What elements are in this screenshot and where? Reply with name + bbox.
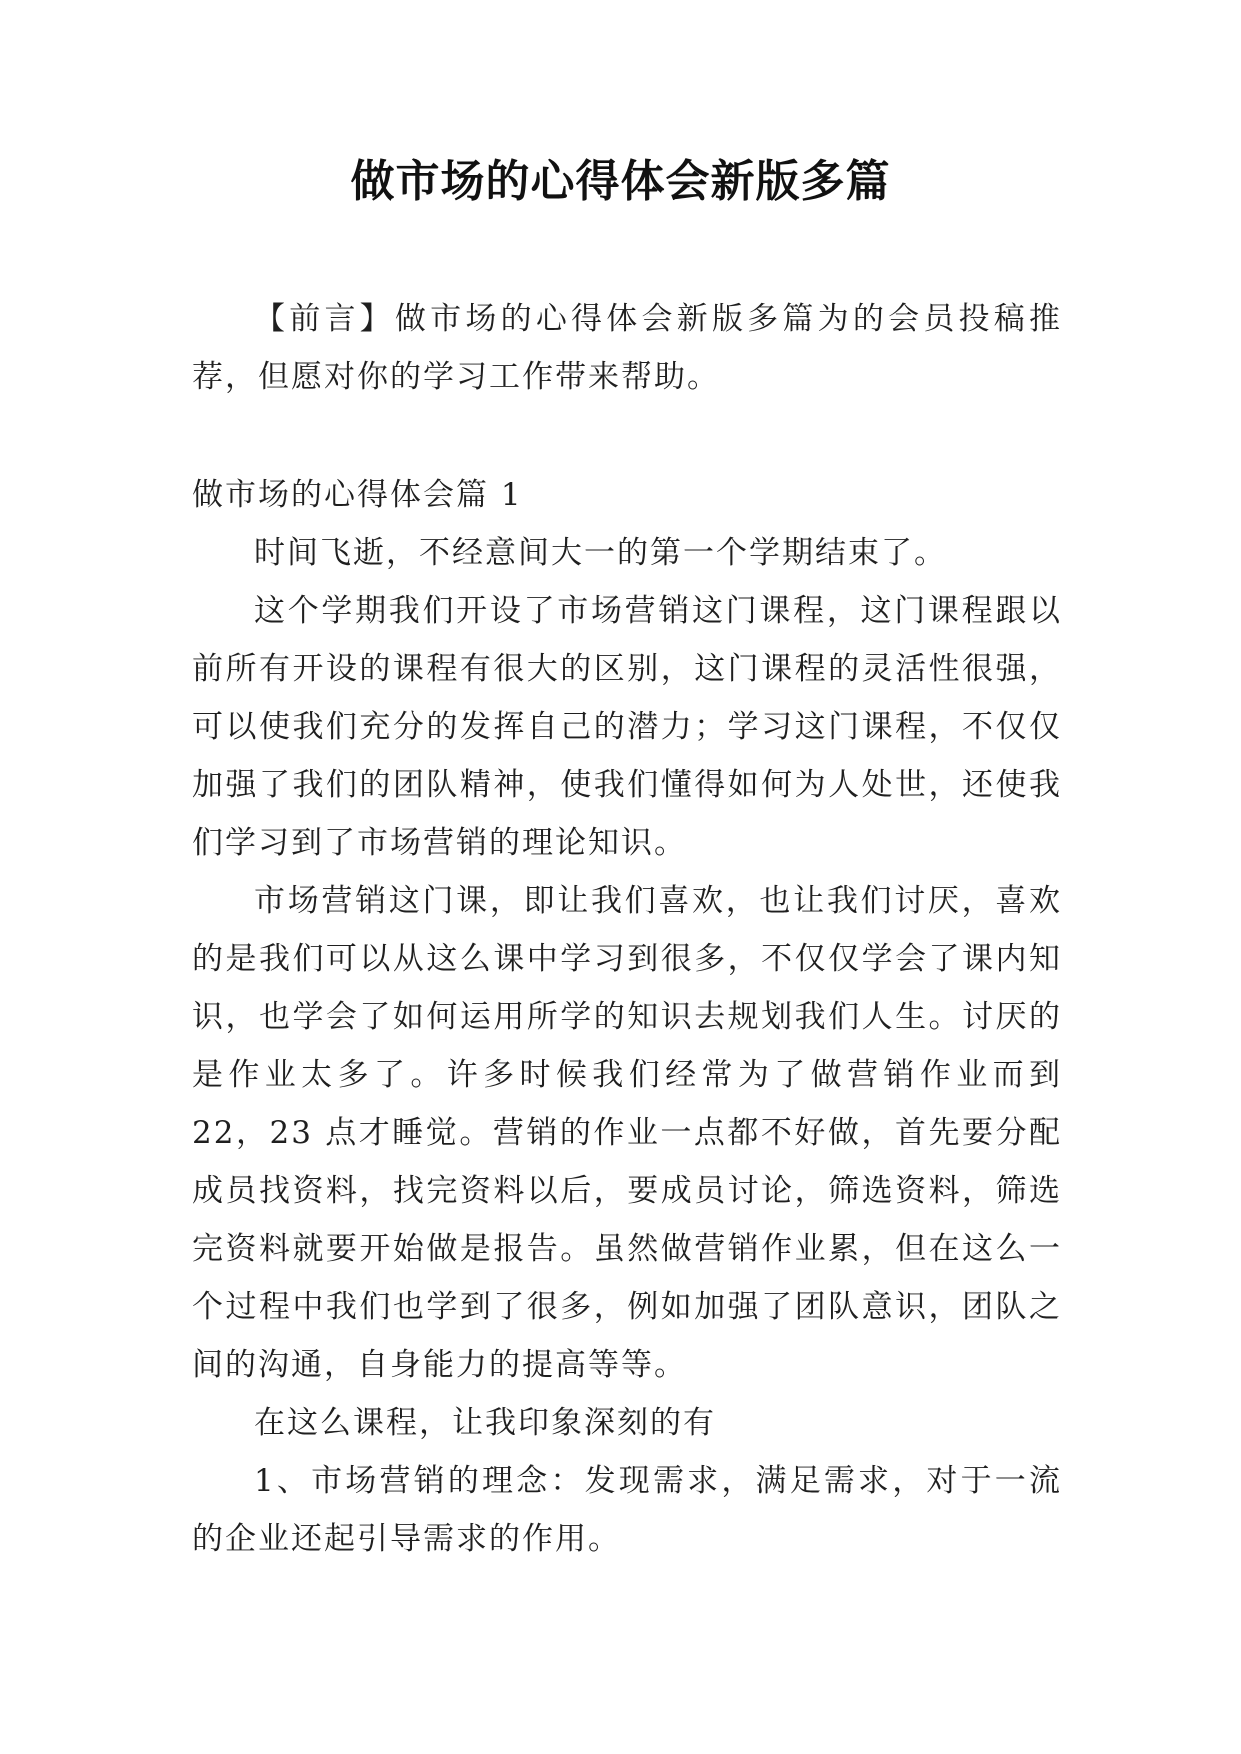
preface-paragraph: 【前言】做市场的心得体会新版多篇为的会员投稿推荐，但愿对你的学习工作带来帮助。 bbox=[192, 301, 1062, 395]
document-title: 做市场的心得体会新版多篇 bbox=[350, 156, 891, 207]
body-paragraph: 市场营销这门课，即让我们喜欢，也让我们讨厌，喜欢的是我们可以从这么课中学习到很多，不仅仅学会了课内知识，也学会了如何运用所学的知识去规划我们人生。讨厌的是作业太多了。许多时候我们经常为了做营销作业而到 22，23 点才睡觉。营销的作业一点都不好做，首先要分配成员找资料，找完资料以后，要成员讨论，筛选资料，筛选完资料就要开始做是报告。虽然做营销作业累，但在这么一个过程中我们也学到了很多，例如加强了团队意识，团队之间的沟通，自身能力的提高等等。 bbox=[192, 883, 1062, 1383]
document-body bbox=[192, 290, 1062, 1568]
body-paragraph: 在这么课程，让我印象深刻的有 bbox=[254, 1405, 716, 1441]
body-paragraph: 时间飞逝，不经意间大一的第一个学期结束了。 bbox=[254, 535, 947, 571]
section-heading: 做市场的心得体会篇 1 bbox=[192, 477, 523, 513]
body-paragraph: 1、市场营销的理念：发现需求，满足需求，对于一流的企业还起引导需求的作用。 bbox=[192, 1463, 1062, 1557]
body-paragraph: 这个学期我们开设了市场营销这门课程，这门课程跟以前所有开设的课程有很大的区别，这门课程的灵活性很强，可以使我们充分的发挥自己的潜力；学习这门课程，不仅仅加强了我们的团队精神，使我们懂得如何为人处世，还使我们学习到了市场营销的理论知识。 bbox=[192, 593, 1062, 861]
